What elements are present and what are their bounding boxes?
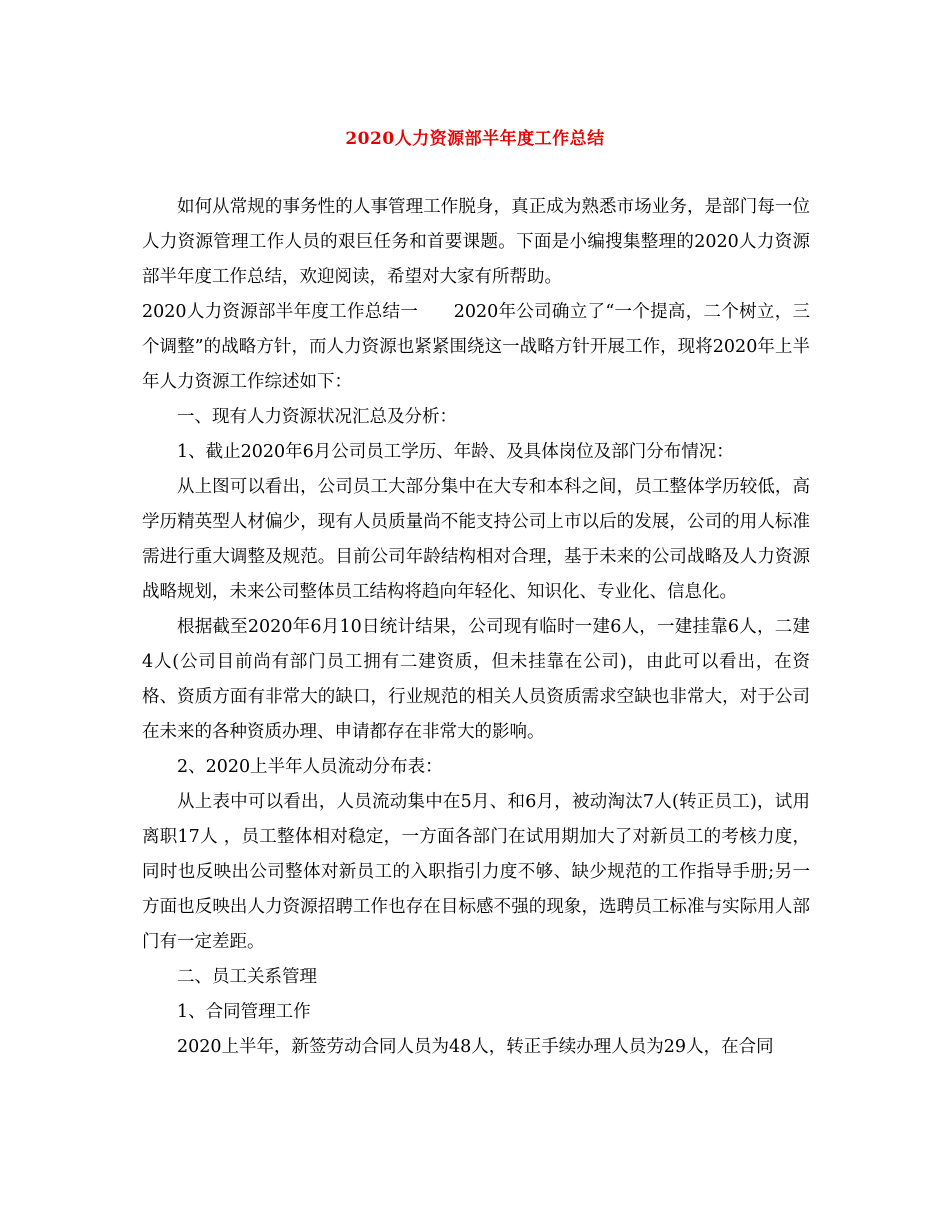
subsection-heading-turnover: 2、2020上半年人员流动分布表： [177, 757, 443, 777]
section-heading-hr-status: 一、现有人力资源状况汇总及分析： [177, 407, 457, 427]
paragraph-education-analysis: 从上图可以看出，公司员工大部分集中在大专和本科之间，员工整体学历较低，高学历精英型人材偏少，现有人员质量尚不能支持公司上市以后的发展，公司的用人标准需进行重大调整及规范。目前公司年龄结构相对合理，基于未来的公司战略及人力资源战略规划，未来公司整体员工结构将趋向年轻化、知识化、专业化、信息化。 [142, 477, 810, 602]
paragraph-turnover-analysis: 从上表中可以看出，人员流动集中在5月、和6月，被动淘汰7人(转正员工)，试用离职17人 ，员工整体相对稳定，一方面各部门在试用期加大了对新员工的考核力度，同时也反映出公司整体对新员工的入职指引力度不够、缺少规范的工作指导手册;另一方面也反映出人力资源招聘工作也存在目标感不强的现象，选聘员工标准与实际用人部门有一定差距。 [142, 792, 810, 952]
paragraph-qualification-stats: 根据截至2020年6月10日统计结果，公司现有临时一建6人，一建挂靠6人，二建4人(公司目前尚有部门员工拥有二建资质，但未挂靠在公司)，由此可以看出，在资格、资质方面有非常大的缺口，行业规范的相关人员资质需求空缺也非常大，对于公司在未来的各种资质办理、申请都存在非常大的影响。 [142, 617, 810, 742]
section-heading-employee-relations: 二、员工关系管理 [177, 967, 317, 987]
subsection-heading-distribution: 1、截止2020年6月公司员工学历、年龄、及具体岗位及部门分布情况： [177, 442, 734, 462]
paragraph-intro: 如何从常规的事务性的人事管理工作脱身，真正成为熟悉市场业务，是部门每一位人力资源管理工作人员的艰巨任务和首要课题。下面是小编搜集整理的2020人力资源部半年度工作总结，欢迎阅读，希望对大家有所帮助。 [142, 197, 810, 287]
paragraph-summary-one: 2020人力资源部半年度工作总结一 2020年公司确立了“一个提高，二个树立，三个调整”的战略方针，而人力资源也紧紧围绕这一战略方针开展工作，现将2020年上半年人力资源工作综述如下： [142, 302, 810, 392]
document-title: 2020人力资源部半年度工作总结 [345, 129, 605, 149]
paragraph-contract-stats: 2020上半年，新签劳动合同人员为48人，转正手续办理人员为29人，在合同 [177, 1037, 774, 1057]
document-body [142, 190, 810, 1065]
subsection-heading-contract: 1、合同管理工作 [177, 1002, 311, 1022]
